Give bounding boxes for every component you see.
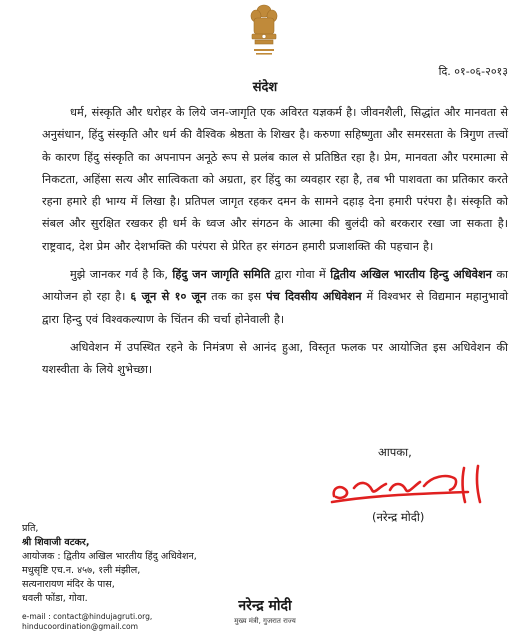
- addressee-line: प्रति,: [22, 523, 39, 534]
- body-text-segment: का आयोजन हो रहा है।: [42, 268, 508, 304]
- body-text-segment: हिंदु जन जागृति समिति: [172, 268, 271, 282]
- signer-name: (नरेन्द्र मोदी): [372, 510, 425, 524]
- addressee-line: धवली फोंडा, गोवा.: [22, 593, 88, 604]
- body-text-segment: मुझे जानकर गर्व है कि,: [70, 268, 173, 282]
- signature-icon: [328, 462, 498, 510]
- contact-email[interactable]: e-mail : contact@hindujagruti.org,: [22, 612, 153, 621]
- addressee-line: श्री शिवाजी वटकर,: [22, 537, 90, 548]
- body-paragraph: [42, 264, 508, 331]
- body-text-segment: द्वितीय अखिल भारतीय हिन्दु अधिवेशन: [330, 268, 492, 282]
- addressee-block: [22, 522, 197, 606]
- ashoka-emblem-icon: [246, 2, 282, 64]
- body-paragraph: [42, 102, 508, 258]
- body-text-segment: द्वारा गोवा में: [270, 268, 331, 282]
- addressee-line: आयोजक : द्वितीय अखिल भारतीय हिंदु अधिवेशन,: [22, 551, 197, 562]
- letter-date: दि. ०१-०६-२०१३: [438, 65, 508, 78]
- body-text-segment: में विश्वभर से विद्यमान महानुभावो द्वारा हिन्दु एवं विश्वकल्याण के चिंतन की चर्चा होनेवाली है।: [42, 290, 509, 326]
- body-text-segment: ६ जून से १० जून: [130, 290, 207, 304]
- addressee-line: मधुसृष्टि एच.न. ४५७, १ली मंझील,: [22, 565, 141, 576]
- addressee-line: सत्यनारायण मंदिर के पास,: [22, 579, 115, 590]
- letterhead-footer-subtitle: मुख्य मंत्री, गुजरात राज्य: [234, 617, 296, 625]
- closing-salutation: आपका,: [378, 445, 412, 459]
- body-text-segment: तक का इस: [206, 290, 267, 304]
- body-text-segment: अधिवेशन में उपस्थित रहने के निमंत्रण से आनंद हुआ, विस्तृत फलक पर आयोजित इस अधिवेशन की यशस्वीता के लिये शुभेच्छा।: [42, 340, 508, 377]
- letter-title: संदेश: [252, 80, 278, 95]
- contact-email[interactable]: hinducoordination@gmail.com: [22, 622, 139, 631]
- body-text-segment: धर्म, संस्कृति और धरोहर के लिये जन-जागृति एक अविरत यज्ञकर्म है। जीवनशैली, सिद्धांत और मानवता से अनुसंधान, हिंदु संस्कृति और धर्म की वैश्विक श्रेष्ठता के शिखर है। करुणा सहिष्णुता और समरसता के त्रिगुण तत्त्वों के कारण हिंदु संस्कृति का अपनापन अनूठे रूप से प्रलंब काल से प्रतिष्ठित रहा है। प्रेम, मानवता और परमात्मा से निकटता, अहिंसा सत्य और सात्विकता को अग्रता, हर हिंदु का व्यवहार रहा है, तब भी पाशवता का प्रतिकार करते रहना हमारे ही भाग्य में लिखा है। प्रतिपल जागृत रहकर दमन के सामने दहाड़ देना हमारी परंपरा है। संस्कृति को संबल और सुरक्षित रखकर ही धर्म के ध्वज और संगठन के आत्मा की बुलंदी को बरकरार रखा जा सकता है। राष्ट्रवाद, देश प्रेम और देशभक्ति की परंपरा से प्रेरित हर संगठन हमारी प्रजाशक्ति की पहचान है।: [42, 106, 508, 253]
- body-text-segment: पंच दिवसीय अधिवेशन: [266, 290, 362, 304]
- letterhead-footer-name: नरेन्द्र मोदी: [238, 598, 292, 614]
- letter-body: [42, 102, 508, 388]
- body-paragraph: [42, 337, 508, 382]
